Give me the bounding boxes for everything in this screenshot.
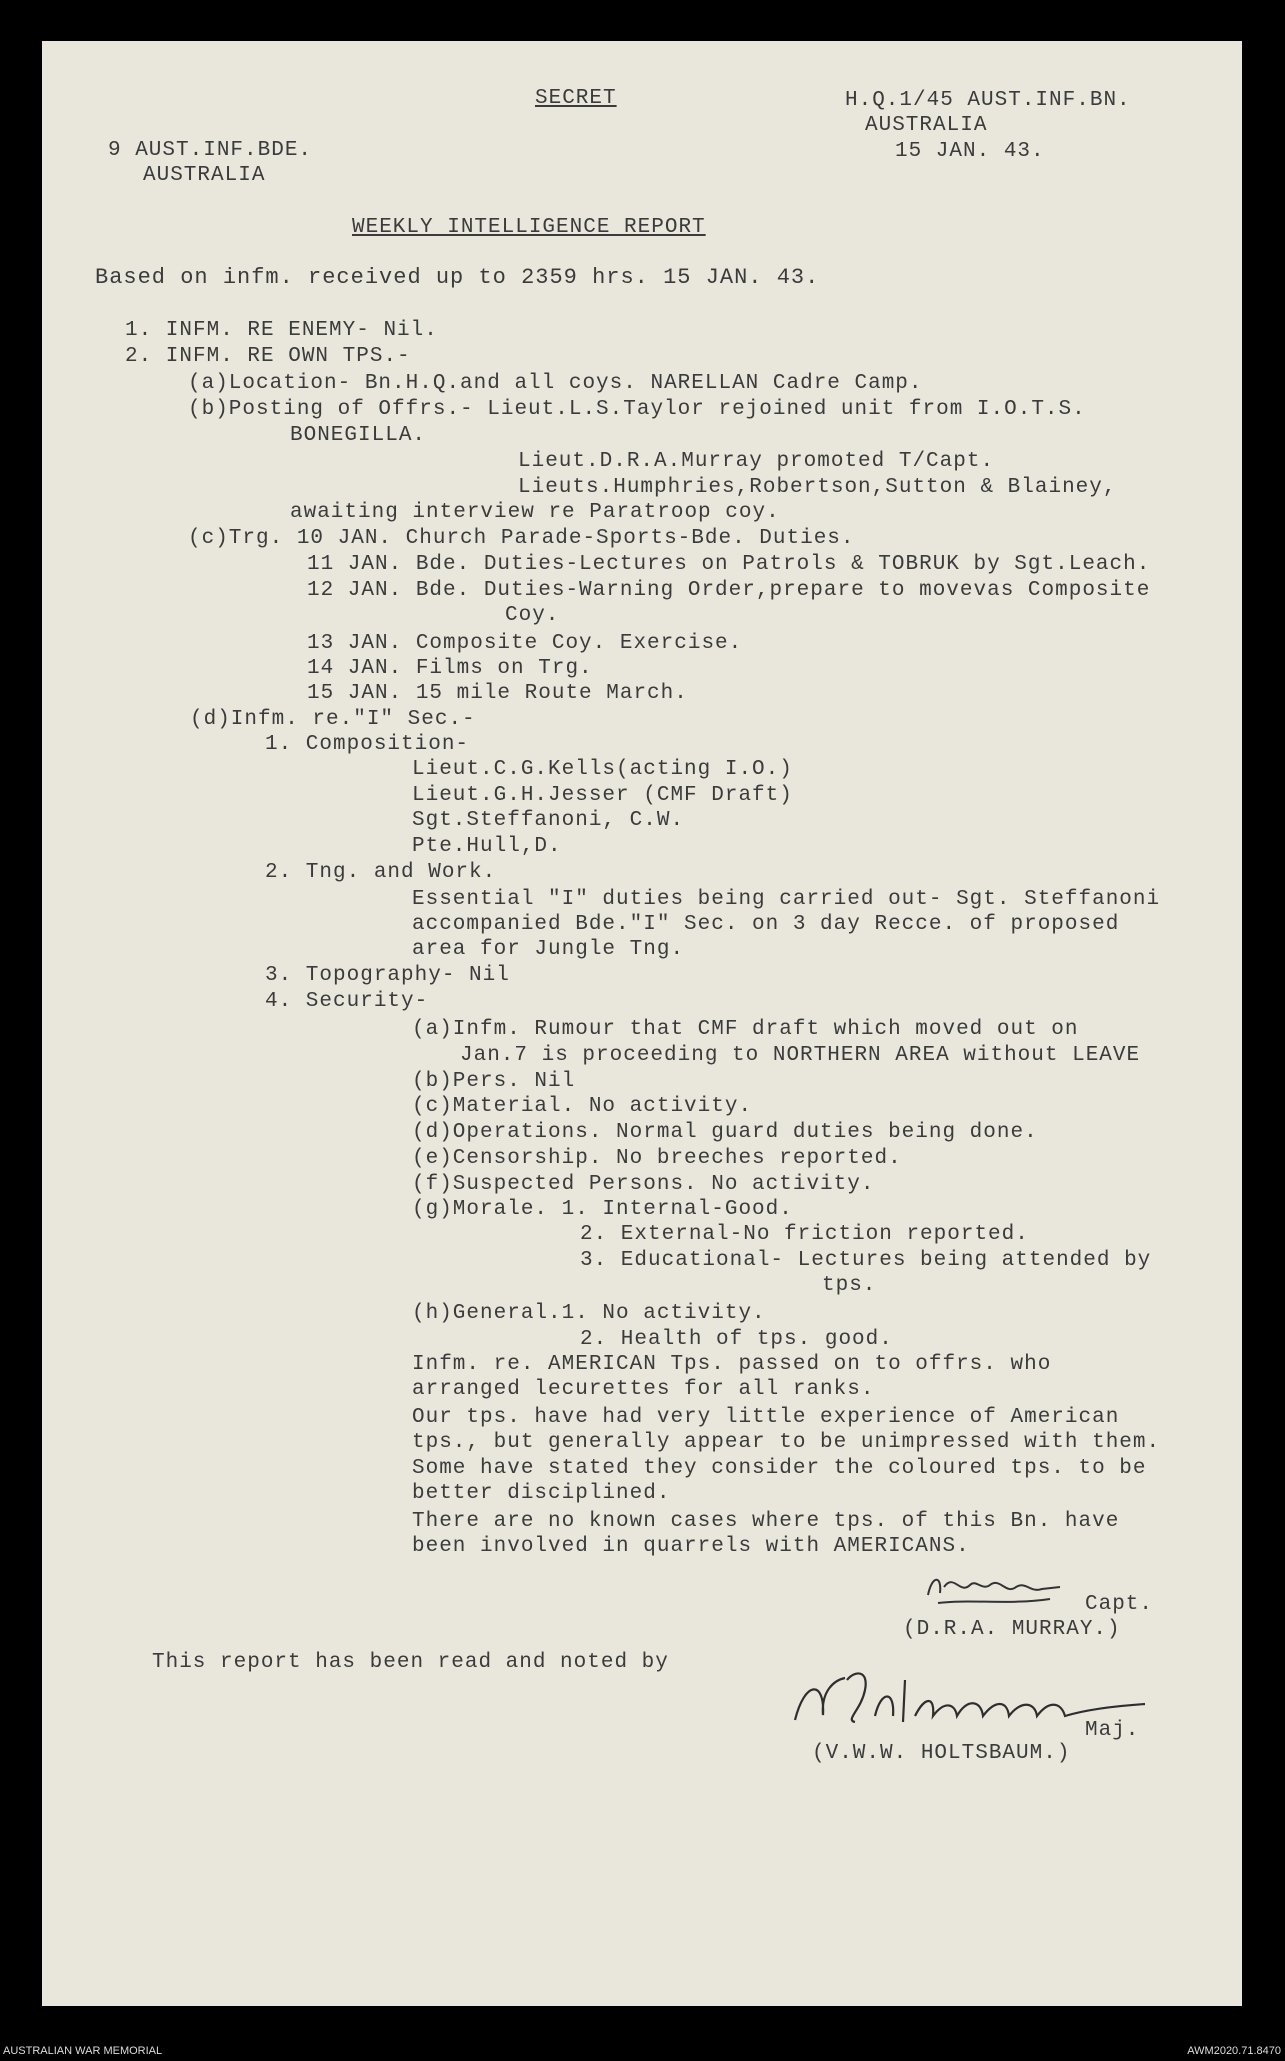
body-line: 2. Tng. and Work. (265, 861, 497, 884)
body-line: (g)Morale. 1. Internal-Good. (412, 1198, 793, 1221)
body-line: Pte.Hull,D. (412, 835, 562, 858)
body-line: Sgt.Steffanoni, C.W. (412, 809, 685, 832)
signature1-rank: Capt. (1085, 1593, 1154, 1616)
body-line: Coy. (505, 604, 560, 627)
body-line: (h)General.1. No activity. (412, 1302, 766, 1325)
body-line: 13 JAN. Composite Coy. Exercise. (307, 632, 743, 655)
body-line: (c)Material. No activity. (412, 1095, 753, 1118)
signature-murray (920, 1565, 1090, 1615)
body-line: 4. Security- (265, 990, 429, 1013)
body-line: accompanied Bde."I" Sec. on 3 day Recce. of proposed (412, 913, 1120, 936)
report-basis: Based on infm. received up to 2359 hrs. 15 JAN. 43. (95, 265, 820, 290)
report-title: WEEKLY INTELLIGENCE REPORT (352, 216, 706, 239)
footer-right: AWM2020.71.8470 (1187, 2045, 1281, 2057)
footer-left: AUSTRALIAN WAR MEMORIAL (3, 2045, 163, 2057)
body-line: 1. INFM. RE ENEMY- Nil. (125, 319, 438, 342)
body-line: 3. Educational- Lectures being attended by (580, 1249, 1152, 1272)
body-line: Lieut.G.H.Jesser (CMF Draft) (412, 784, 793, 807)
body-line: (b)Posting of Offrs.- Lieut.L.S.Taylor rejoined unit from I.O.T.S. (188, 398, 1086, 421)
body-line: 2. INFM. RE OWN TPS.- (125, 345, 411, 368)
from-unit: H.Q.1/45 AUST.INF.BN. (845, 89, 1131, 112)
body-line: tps. (822, 1274, 877, 1297)
body-line: (b)Pers. Nil (412, 1070, 576, 1093)
to-location: AUSTRALIA (143, 164, 266, 187)
body-line: better disciplined. (412, 1482, 671, 1505)
body-line: tps., but generally appear to be unimpressed with them. (412, 1431, 1161, 1454)
body-line: 2. Health of tps. good. (580, 1328, 893, 1351)
body-line: 12 JAN. Bde. Duties-Warning Order,prepare to movevas Composite (307, 579, 1151, 602)
body-line: Lieuts.Humphries,Robertson,Sutton & Blainey, (518, 476, 1117, 499)
body-line: (a)Infm. Rumour that CMF draft which moved out on (412, 1018, 1079, 1041)
body-line: Lieut.C.G.Kells(acting I.O.) (412, 758, 793, 781)
body-line: Our tps. have had very little experience of American (412, 1406, 1120, 1429)
body-line: (d)Infm. re."I" Sec.- (190, 708, 476, 731)
body-line: Some have stated they consider the coloured tps. to be (412, 1457, 1147, 1480)
report-date: 15 JAN. 43. (895, 140, 1045, 163)
body-line: (e)Censorship. No breeches reported. (412, 1147, 902, 1170)
body-line: 14 JAN. Films on Trg. (307, 657, 593, 680)
body-line: area for Jungle Tng. (412, 938, 685, 961)
body-line: Infm. re. AMERICAN Tps. passed on to offrs. who (412, 1353, 1052, 1376)
body-line: been involved in quarrels with AMERICANS. (412, 1535, 970, 1558)
body-line: Lieut.D.R.A.Murray promoted T/Capt. (518, 450, 995, 473)
signature2-rank: Maj. (1085, 1719, 1140, 1742)
signature2-name: (V.W.W. HOLTSBAUM.) (812, 1742, 1071, 1765)
body-line: 1. Composition- (265, 733, 470, 756)
body-line: arranged lecurettes for all ranks. (412, 1378, 875, 1401)
body-line: 2. External-No friction reported. (580, 1223, 1029, 1246)
body-line: BONEGILLA. (290, 424, 427, 447)
signature1-name: (D.R.A. MURRAY.) (903, 1618, 1121, 1641)
noted-statement: This report has been read and noted by (152, 1651, 669, 1674)
classification: SECRET (535, 87, 617, 110)
body-line: Essential "I" duties being carried out- Sgt. Steffanoni (412, 888, 1161, 911)
body-line: awaiting interview re Paratroop coy. (290, 501, 780, 524)
to-unit: 9 AUST.INF.BDE. (108, 139, 313, 162)
from-location: AUSTRALIA (865, 114, 988, 137)
body-line: (c)Trg. 10 JAN. Church Parade-Sports-Bde. Duties. (188, 527, 855, 550)
body-line: 15 JAN. 15 mile Route March. (307, 682, 688, 705)
body-line: 3. Topography- Nil (265, 964, 510, 987)
body-line: 11 JAN. Bde. Duties-Lectures on Patrols & TOBRUK by Sgt.Leach. (307, 553, 1151, 576)
body-line: Jan.7 is proceeding to NORTHERN AREA without LEAVE (460, 1044, 1141, 1067)
body-line: (f)Suspected Persons. No activity. (412, 1173, 875, 1196)
body-line: (d)Operations. Normal guard duties being done. (412, 1121, 1038, 1144)
body-line: There are no known cases where tps. of this Bn. have (412, 1510, 1120, 1533)
body-line: (a)Location- Bn.H.Q.and all coys. NARELLAN Cadre Camp. (188, 372, 923, 395)
